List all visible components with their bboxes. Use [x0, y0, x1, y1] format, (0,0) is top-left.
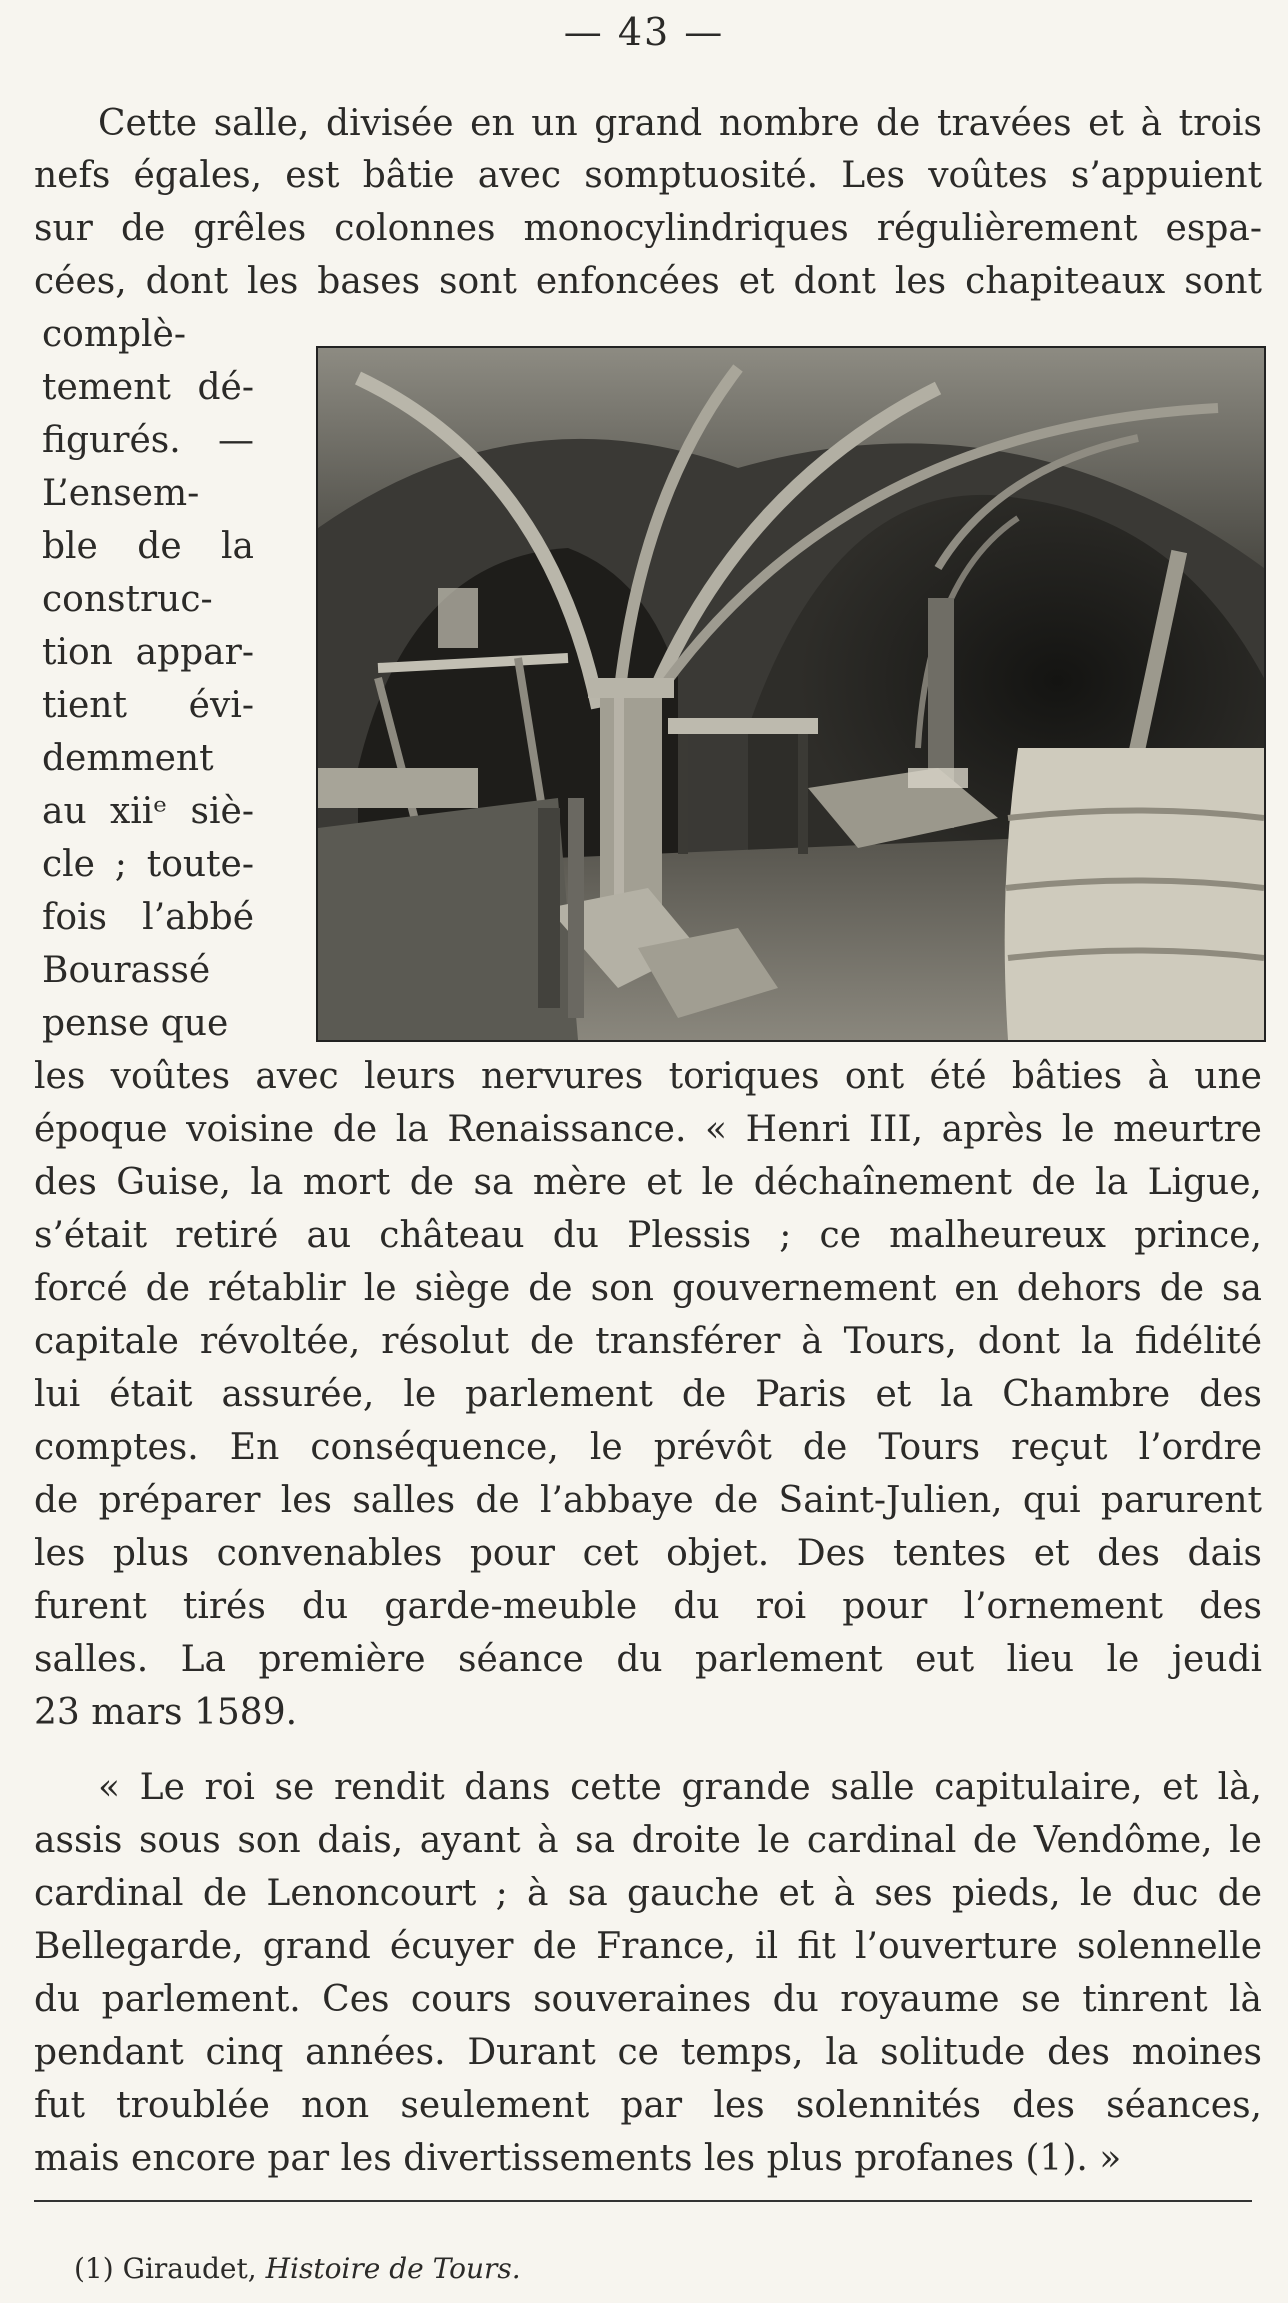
- narrow-line-11: cle ; toute-: [42, 844, 254, 885]
- narrow-line-6: construc-: [42, 579, 213, 620]
- paragraph2-line-3: cardinal de Lenoncourt ; à sa gauche et à ses pieds, le duc de: [34, 1873, 1262, 1914]
- vaulted-hall-photo: [316, 346, 1266, 1042]
- paragraph1-line-1: Cette salle, divisée en un grand nombre de travées et à trois: [98, 103, 1262, 144]
- narrow-line-5: ble de la: [42, 526, 254, 567]
- paragraph2-line-4: Bellegarde, grand écuyer de France, il fit l’ouverture solennelle: [34, 1926, 1262, 1967]
- paragraph1-line-4: cées, dont les bases sont enfoncées et dont les chapiteaux sont: [34, 261, 1262, 302]
- paragraph1-line-26: comptes. En conséquence, le prévôt de Tours reçut l’ordre: [34, 1427, 1262, 1468]
- paragraph1-line-2: nefs égales, est bâtie avec somptuosité. Les voûtes s’appuient: [34, 155, 1262, 196]
- paragraph2-line-1: « Le roi se rendit dans cette grande salle capitulaire, et là,: [98, 1767, 1262, 1808]
- narrow-line-2: tement dé-: [42, 367, 254, 408]
- narrow-line-12: fois l’abbé: [42, 897, 254, 938]
- paragraph1-line-31: 23 mars 1589.: [34, 1692, 298, 1733]
- paragraph2-line-5: du parlement. Ces cours souveraines du royaume se tinrent là: [34, 1979, 1262, 2020]
- paragraph1-line-29: furent tirés du garde-meuble du roi pour l’ornement des: [34, 1586, 1262, 1627]
- paragraph1-line-23: forcé de rétablir le siège de son gouvernement en dehors de sa: [34, 1268, 1262, 1309]
- paragraph1-line-19: les voûtes avec leurs nervures toriques ont été bâties à une: [34, 1056, 1262, 1097]
- narrow-line-3: figurés. —: [42, 420, 254, 461]
- page-number: — 43 —: [563, 10, 725, 54]
- paragraph2-line-2: assis sous son dais, ayant à sa droite le cardinal de Vendôme, le: [34, 1820, 1262, 1861]
- paragraph2-line-8: mais encore par les divertissements les plus profanes (1). »: [34, 2138, 1122, 2179]
- narrow-line-14: pense que: [42, 1003, 229, 1044]
- footnote-author: Giraudet,: [122, 2252, 257, 2285]
- paragraph1-line-21: des Guise, la mort de sa mère et le déchaînement de la Ligue,: [34, 1162, 1262, 1203]
- paragraph1-line-20: époque voisine de la Renaissance. « Henri III, après le meurtre: [34, 1109, 1262, 1150]
- paragraph2-line-6: pendant cinq années. Durant ce temps, la solitude des moines: [34, 2032, 1262, 2073]
- paragraph1-line-27: de préparer les salles de l’abbaye de Saint-Julien, qui parurent: [34, 1480, 1262, 1521]
- paragraph1-line-22: s’était retiré au château du Plessis ; ce malheureux prince,: [34, 1215, 1262, 1256]
- footnote-marker: (1): [74, 2252, 114, 2285]
- narrow-line-4: L’ensem-: [42, 473, 200, 514]
- paragraph1-line-24: capitale révoltée, résolut de transférer à Tours, dont la fidélité: [34, 1321, 1262, 1362]
- paragraph1-line-3: sur de grêles colonnes monocylindriques régulièrement espa-: [34, 208, 1262, 249]
- footnote-book-title: Histoire de Tours.: [265, 2252, 521, 2285]
- paragraph1-line-25: lui était assurée, le parlement de Paris et la Chambre des: [34, 1374, 1262, 1415]
- narrow-line-7: tion appar-: [42, 632, 254, 673]
- footnote-divider: [34, 2200, 1252, 2202]
- paragraph1-line-28: les plus convenables pour cet objet. Des tentes et des dais: [34, 1533, 1262, 1574]
- narrow-line-9: demment: [42, 738, 214, 779]
- narrow-line-13: Bourassé: [42, 950, 211, 991]
- footnote: [74, 2252, 521, 2286]
- paragraph2-line-7: fut troublée non seulement par les solennités des séances,: [34, 2085, 1262, 2126]
- narrow-line-1: complè-: [42, 314, 186, 355]
- narrow-line-8: tient évi-: [42, 685, 254, 726]
- paragraph1-line-30: salles. La première séance du parlement eut lieu le jeudi: [34, 1639, 1262, 1680]
- narrow-line-10: au xiiᵉ siè-: [42, 791, 254, 832]
